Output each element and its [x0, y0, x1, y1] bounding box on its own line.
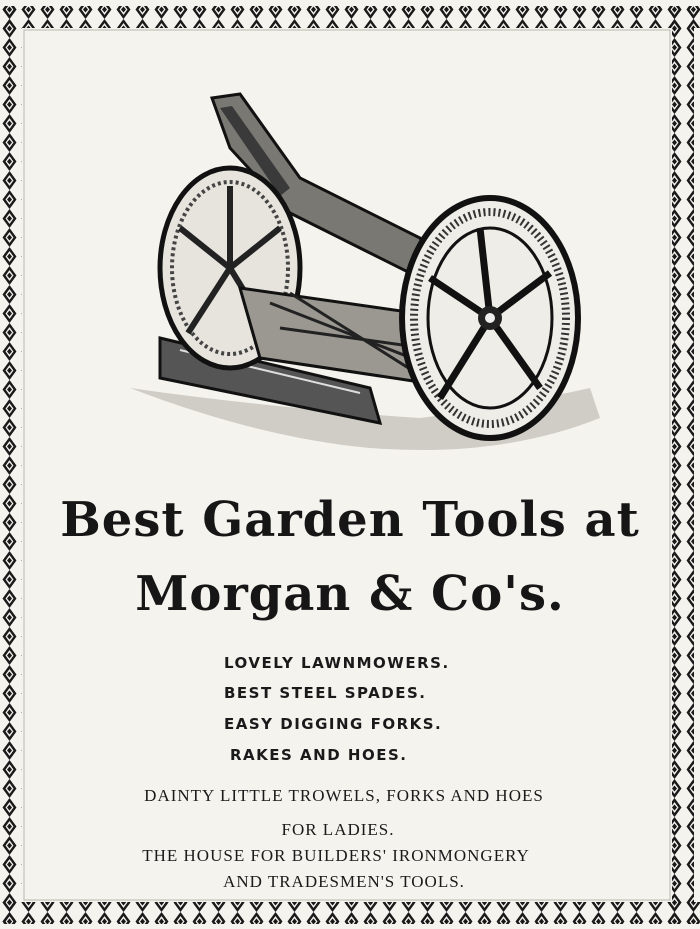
list-item: RAKES AND HOES. — [230, 746, 408, 764]
list-item: LOVELY LAWNMOWERS. — [224, 654, 450, 672]
headline-line-2: Morgan & Co's. — [135, 566, 565, 622]
for-ladies-line: FOR LADIES. — [281, 820, 395, 839]
headline-line-1: Best Garden Tools at — [60, 492, 640, 548]
list-item: EASY DIGGING FORKS. — [224, 715, 443, 733]
list-item: BEST STEEL SPADES. — [224, 684, 427, 702]
trowels-line: DAINTY LITTLE TROWELS, FORKS AND HOES — [144, 786, 544, 805]
tradesmen-tools-line: AND TRADESMEN'S TOOLS. — [223, 872, 465, 891]
ironmongery-line: THE HOUSE FOR BUILDERS' IRONMONGERY — [142, 846, 530, 865]
lawnmower-engraving-icon — [120, 88, 610, 468]
